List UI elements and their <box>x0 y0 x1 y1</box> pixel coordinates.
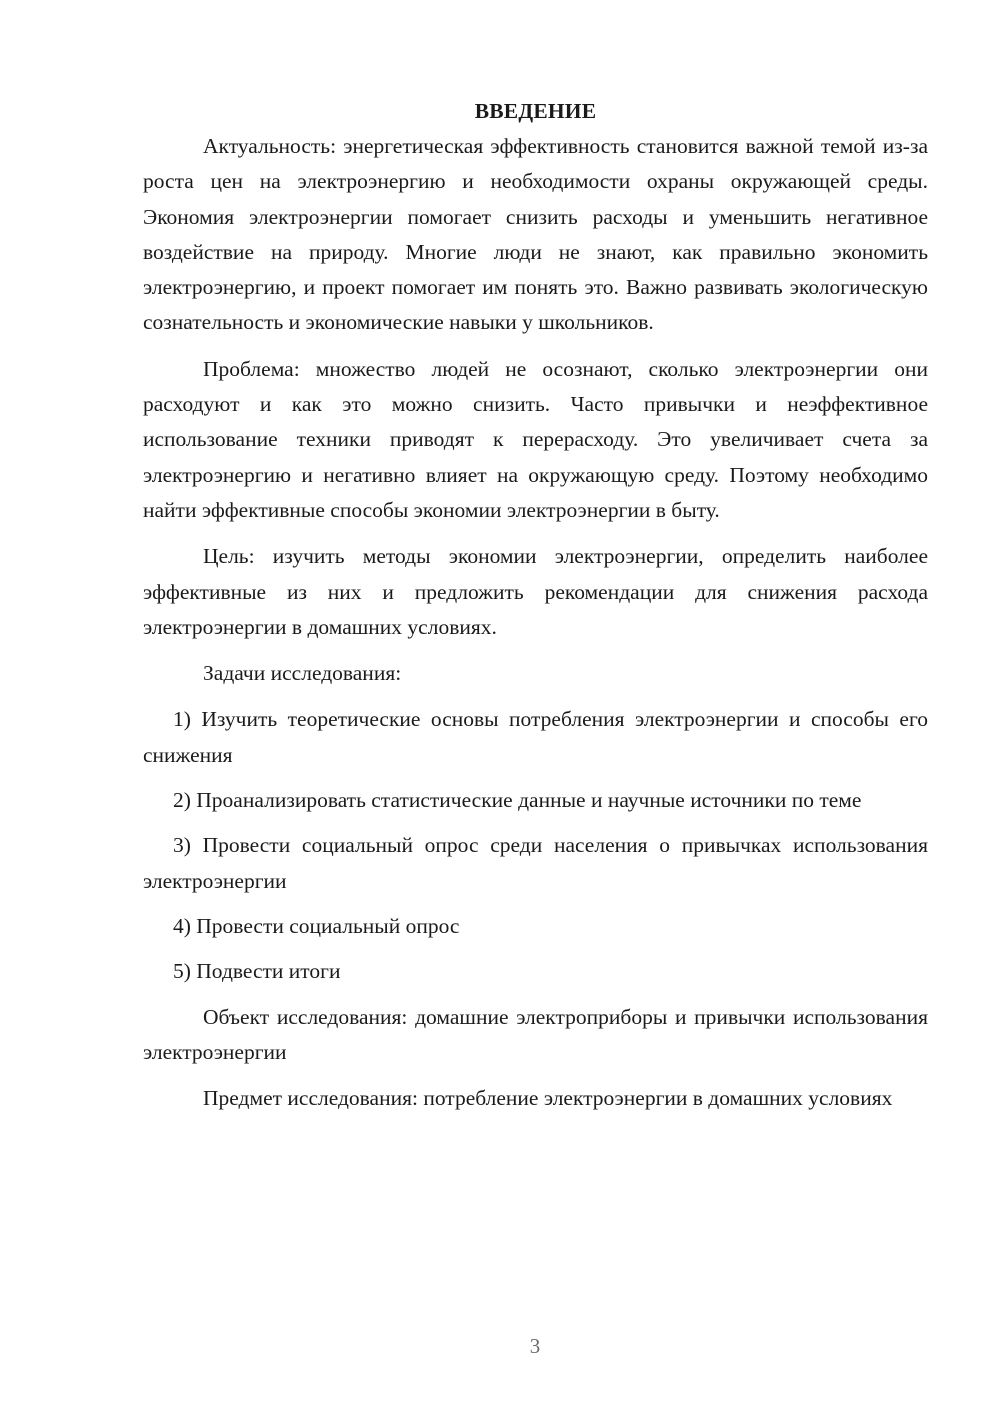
task-item: 4) Провести социальный опрос <box>173 913 460 938</box>
subject-paragraph: Предмет исследования: потребление электроэнергии в домашних условиях <box>203 1086 893 1111</box>
page-number: 3 <box>529 1334 541 1358</box>
page-title: ВВЕДЕНИЕ <box>474 99 597 123</box>
relevance-paragraph: Актуальность: энергетическая эффективность становится важной темой из-за роста цен на электроэнергию и необходимости охраны окружающей среды. Экономия электроэнергии помогает снизить расходы и уменьшить негативное воздействие на природу. Многие люди не знают, как правильно экономить электроэнергию, и проект помогает им понять это. Важно развивать экологическую сознательность и экономические навыки у школьников. <box>143 134 928 335</box>
task-item: 5) Подвести итоги <box>173 959 341 984</box>
task-item: 2) Проанализировать статистические данные и научные источники по теме <box>173 788 862 813</box>
tasks-heading: Задачи исследования: <box>203 661 402 686</box>
problem-paragraph: Проблема: множество людей не осознают, сколько электроэнергии они расходуют и как это можно снизить. Часто привычки и неэффективное использование техники приводят к перерасходу. Это увеличивает счета за электроэнергию и негативно влияет на окружающую среду. Поэтому необходимо найти эффективные способы экономии электроэнергии в быту. <box>143 356 928 522</box>
object-paragraph: Объект исследования: домашние электроприборы и привычки использования электроэнергии <box>143 1004 928 1064</box>
goal-paragraph: Цель: изучить методы экономии электроэнергии, определить наиболее эффективные из них и предложить рекомендации для снижения расхода электроэнергии в домашних условиях. <box>143 544 928 639</box>
tasks-list <box>143 702 928 989</box>
task-item: 3) Провести социальный опрос среди населения о привычках использования электроэнергии <box>143 833 928 893</box>
task-item: 1) Изучить теоретические основы потребления электроэнергии и способы его снижения <box>143 707 928 767</box>
document-page <box>143 96 928 1127</box>
